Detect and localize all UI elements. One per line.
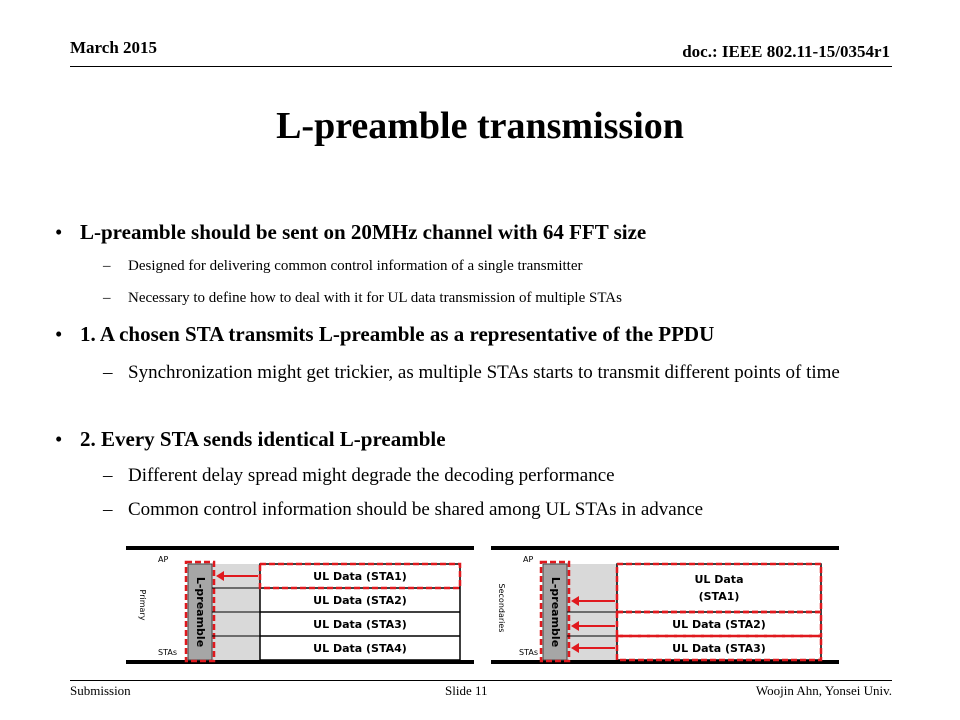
stas-label: STAs — [158, 648, 177, 657]
ap-label: AP — [523, 555, 534, 564]
bullet-3-sub-2: Common control information should be shared among UL STAs in advance — [128, 499, 704, 520]
footer-divider — [70, 680, 892, 681]
stas-label: STAs — [519, 648, 538, 657]
row-label: UL Data (STA4) — [313, 642, 407, 655]
row-label: UL Data (STA1) — [313, 570, 407, 583]
preamble-label: L-preamble — [194, 576, 207, 648]
diagram-primary — [120, 540, 480, 670]
bullet-1-sub-1: Designed for delivering common control information of a single transmitter — [128, 258, 583, 274]
bullet-3-sub-1: Different delay spread might degrade the decoding performance — [128, 465, 615, 486]
row-label: UL Data (STA2) — [313, 594, 407, 607]
footer-author: Woojin Ahn, Yonsei Univ. — [755, 683, 892, 698]
header-doc-id: doc.: IEEE 802.11-15/0354r1 — [682, 42, 890, 61]
dash-mark: – — [103, 499, 113, 520]
bullet-2: 1. A chosen STA transmits L-preamble as a representative of the PPDU — [80, 322, 715, 346]
bullet-dot: • — [55, 427, 63, 451]
row-label: UL Data (STA3) — [672, 642, 766, 655]
dash-mark: – — [103, 362, 113, 383]
dash-mark: – — [103, 465, 113, 486]
row-label: UL Data — [694, 573, 744, 586]
bullet-dot: • — [55, 322, 63, 346]
ap-label: AP — [158, 555, 169, 564]
bullet-dot: • — [55, 220, 63, 244]
slide-title: L-preamble transmission — [276, 105, 684, 147]
side-label: Secondaries — [497, 583, 506, 633]
footer-slide-number: Slide 11 — [445, 683, 488, 698]
header-divider — [70, 66, 892, 67]
row-label: UL Data (STA3) — [313, 618, 407, 631]
diagram-secondaries — [485, 540, 845, 670]
bullet-2-sub-1: Synchronization might get trickier, as multiple STAs starts to transmit different points of time — [128, 362, 840, 383]
dash-mark: – — [103, 290, 111, 306]
bullet-1-sub-2: Necessary to define how to deal with it for UL data transmission of multiple STAs — [128, 290, 622, 306]
footer-submission: Submission — [70, 683, 131, 698]
bullet-3: 2. Every STA sends identical L-preamble — [80, 427, 446, 451]
row-label: (STA1) — [698, 590, 740, 603]
row-label: UL Data (STA2) — [672, 618, 766, 631]
header-date: March 2015 — [70, 38, 158, 57]
preamble-label: L-preamble — [549, 576, 562, 648]
bullet-1: L-preamble should be sent on 20MHz channel with 64 FFT size — [80, 220, 647, 244]
dash-mark: – — [103, 258, 111, 274]
side-label: Primary — [138, 589, 147, 621]
